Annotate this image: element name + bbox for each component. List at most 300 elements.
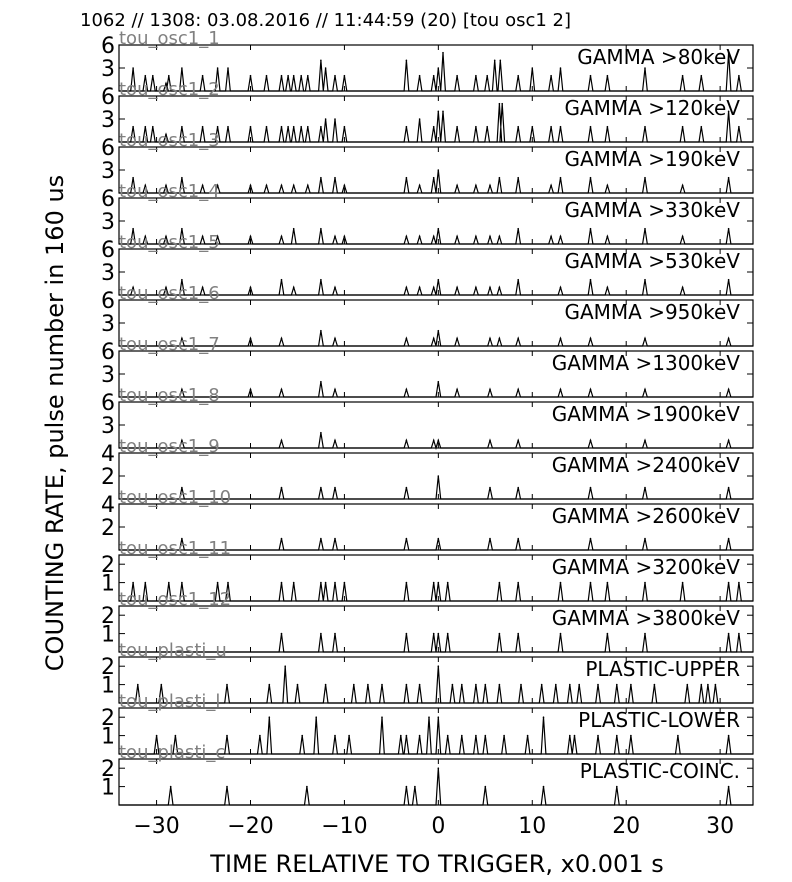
data-point xyxy=(501,103,503,105)
y-tick-label: 3 xyxy=(101,210,115,235)
data-point xyxy=(532,67,534,69)
y-tick-label: 6 xyxy=(101,238,115,263)
y-tick-label: 2 xyxy=(101,757,115,783)
data-point xyxy=(293,287,295,289)
data-point xyxy=(607,236,609,238)
data-point xyxy=(428,716,430,718)
data-point xyxy=(202,75,204,77)
data-point xyxy=(654,684,656,686)
data-point xyxy=(181,177,183,179)
data-point xyxy=(738,633,740,635)
data-point xyxy=(132,582,134,584)
data-point xyxy=(320,432,322,434)
data-point xyxy=(555,684,557,686)
data-point xyxy=(728,786,730,788)
data-point xyxy=(550,236,552,238)
data-point xyxy=(334,338,336,340)
data-point xyxy=(728,228,730,230)
data-point xyxy=(344,185,346,187)
data-point xyxy=(590,228,592,230)
data-point xyxy=(682,126,684,128)
data-point xyxy=(560,177,562,179)
data-point xyxy=(607,633,609,635)
data-point xyxy=(293,582,295,584)
x-tick-label: 20 xyxy=(612,814,641,839)
data-point xyxy=(616,786,618,788)
data-point xyxy=(728,582,730,584)
data-point xyxy=(560,126,562,128)
channel-label: tou_plasti_c xyxy=(119,742,226,763)
data-point xyxy=(293,228,295,230)
data-point xyxy=(517,338,519,340)
data-point xyxy=(438,279,440,281)
y-tick-label: 1 xyxy=(101,571,115,597)
data-point xyxy=(325,67,327,69)
data-point xyxy=(438,582,440,584)
data-point xyxy=(590,75,592,77)
data-point xyxy=(541,684,543,686)
data-point xyxy=(485,735,487,737)
data-point xyxy=(334,735,336,737)
data-point xyxy=(334,118,336,120)
data-point xyxy=(682,287,684,289)
channel-label: tou_osc1_5 xyxy=(119,232,220,253)
data-point xyxy=(419,75,421,77)
channel-label: tou_osc1_2 xyxy=(119,79,220,100)
data-point xyxy=(456,287,458,289)
data-point xyxy=(738,126,740,128)
data-point xyxy=(433,75,435,77)
data-point xyxy=(447,633,449,635)
data-point xyxy=(334,487,336,489)
data-point xyxy=(281,440,283,442)
data-point xyxy=(320,126,322,128)
data-point xyxy=(281,185,283,187)
data-point xyxy=(500,60,502,62)
data-point xyxy=(334,236,336,238)
data-point xyxy=(590,582,592,584)
data-point xyxy=(168,582,170,584)
data-point xyxy=(406,487,408,489)
channel-label: tou_osc1_4 xyxy=(119,181,220,202)
data-point xyxy=(406,582,408,584)
data-point xyxy=(334,287,336,289)
data-point xyxy=(406,684,408,686)
data-point xyxy=(307,185,309,187)
y-tick-label: 6 xyxy=(101,289,115,314)
data-point xyxy=(616,684,618,686)
data-point xyxy=(250,75,252,77)
data-point xyxy=(287,126,289,128)
data-point xyxy=(644,177,646,179)
data-point xyxy=(266,185,268,187)
y-tick-label: 2 xyxy=(101,465,115,490)
data-point xyxy=(499,338,501,340)
channel-label: tou_osc1_12 xyxy=(119,589,232,610)
data-point xyxy=(447,582,449,584)
data-point xyxy=(687,684,689,686)
data-point xyxy=(644,338,646,340)
data-point xyxy=(438,381,440,383)
data-point xyxy=(145,126,147,128)
data-point xyxy=(406,338,408,340)
data-point xyxy=(266,126,268,128)
data-point xyxy=(475,126,477,128)
data-point xyxy=(560,582,562,584)
data-point xyxy=(574,735,576,737)
data-point xyxy=(590,538,592,540)
data-point xyxy=(701,126,703,128)
data-point xyxy=(320,60,322,62)
data-point xyxy=(433,440,435,442)
data-point xyxy=(728,389,730,391)
x-tick-label: 30 xyxy=(706,814,735,839)
y-tick-label: 6 xyxy=(101,340,115,365)
data-point xyxy=(419,118,421,120)
channel-label: tou_osc1_6 xyxy=(119,283,220,304)
data-point xyxy=(489,287,491,289)
panel-title: GAMMA >330keV xyxy=(564,198,740,222)
data-point xyxy=(569,735,571,737)
channel-label: tou_osc1_11 xyxy=(119,538,232,559)
data-point xyxy=(419,287,421,289)
data-point xyxy=(320,279,322,281)
data-point xyxy=(517,487,519,489)
panel-title: GAMMA >2400keV xyxy=(551,453,740,477)
data-point xyxy=(250,338,252,340)
data-point xyxy=(682,236,684,238)
data-point xyxy=(590,440,592,442)
data-point xyxy=(715,684,717,686)
panel-title: GAMMA >3200keV xyxy=(551,555,740,579)
data-point xyxy=(250,185,252,187)
data-point xyxy=(381,716,383,718)
data-point xyxy=(728,735,730,737)
data-point xyxy=(590,177,592,179)
y-tick-label: 6 xyxy=(101,136,115,161)
data-point xyxy=(132,67,134,69)
data-point xyxy=(607,75,609,77)
data-point xyxy=(550,126,552,128)
data-point xyxy=(320,538,322,540)
data-point xyxy=(616,735,618,737)
data-point xyxy=(728,177,730,179)
data-point xyxy=(438,111,440,113)
data-point xyxy=(543,786,545,788)
data-point xyxy=(442,111,444,113)
data-point xyxy=(485,786,487,788)
data-point xyxy=(682,582,684,584)
data-point xyxy=(475,684,477,686)
y-axis-label: COUNTING RATE, pulse number in 160 us xyxy=(41,174,69,672)
data-point xyxy=(406,177,408,179)
data-point xyxy=(161,684,163,686)
data-point xyxy=(406,735,408,737)
data-point xyxy=(560,338,562,340)
data-point xyxy=(728,440,730,442)
data-point xyxy=(728,338,730,340)
data-point xyxy=(499,177,501,179)
data-point xyxy=(461,735,463,737)
data-point xyxy=(456,75,458,77)
data-point xyxy=(456,389,458,391)
data-point xyxy=(406,440,408,442)
data-point xyxy=(281,633,283,635)
data-point xyxy=(452,684,454,686)
data-point xyxy=(560,67,562,69)
channel-label: tou_osc1_7 xyxy=(119,334,220,355)
channel-label: tou_osc1_10 xyxy=(119,487,232,508)
channel-label: tou_osc1_8 xyxy=(119,385,220,406)
data-point xyxy=(181,228,183,230)
data-point xyxy=(590,126,592,128)
data-point xyxy=(630,684,632,686)
data-point xyxy=(320,582,322,584)
data-point xyxy=(438,716,440,718)
data-point xyxy=(320,633,322,635)
data-point xyxy=(590,279,592,281)
y-tick-label: 3 xyxy=(101,57,115,82)
data-point xyxy=(738,75,740,77)
data-point xyxy=(728,279,730,281)
data-point xyxy=(438,440,440,442)
data-point xyxy=(419,684,421,686)
data-point xyxy=(560,236,562,238)
data-point xyxy=(269,684,271,686)
data-point xyxy=(447,735,449,737)
data-point xyxy=(550,75,552,77)
data-point xyxy=(489,487,491,489)
channel-label: tou_osc1_1 xyxy=(119,28,220,49)
panel-title: GAMMA >950keV xyxy=(564,300,740,324)
data-point xyxy=(644,228,646,230)
data-point xyxy=(569,684,571,686)
data-point xyxy=(517,228,519,230)
data-point xyxy=(489,338,491,340)
data-point xyxy=(433,236,435,238)
data-point xyxy=(156,735,158,737)
data-point xyxy=(406,389,408,391)
data-point xyxy=(475,735,477,737)
data-point xyxy=(630,735,632,737)
data-point xyxy=(456,338,458,340)
data-point xyxy=(738,582,740,584)
data-point xyxy=(406,633,408,635)
data-point xyxy=(406,786,408,788)
data-point xyxy=(287,75,289,77)
data-point xyxy=(475,236,477,238)
data-point xyxy=(250,236,252,238)
data-point xyxy=(226,735,228,737)
data-point xyxy=(503,735,505,737)
data-point xyxy=(281,582,283,584)
data-point xyxy=(517,279,519,281)
data-point xyxy=(517,75,519,77)
data-point xyxy=(325,684,327,686)
data-point xyxy=(300,75,302,77)
data-point xyxy=(494,60,496,62)
x-tick-label: 10 xyxy=(518,814,547,839)
data-point xyxy=(644,126,646,128)
data-point xyxy=(152,126,154,128)
data-point xyxy=(728,487,730,489)
data-point xyxy=(438,665,440,667)
panel-title: GAMMA >120keV xyxy=(564,96,740,120)
x-tick-label: −30 xyxy=(133,814,180,839)
data-point xyxy=(707,684,709,686)
data-point xyxy=(181,67,183,69)
data-point xyxy=(517,538,519,540)
y-tick-label: 2 xyxy=(101,553,115,579)
data-point xyxy=(181,582,183,584)
data-point xyxy=(560,287,562,289)
data-point xyxy=(433,582,435,584)
panel-title: GAMMA >530keV xyxy=(564,249,740,273)
data-point xyxy=(438,67,440,69)
data-point xyxy=(320,487,322,489)
data-point xyxy=(320,330,322,332)
data-point xyxy=(281,338,283,340)
data-point xyxy=(499,103,501,105)
data-point xyxy=(644,538,646,540)
y-tick-label: 6 xyxy=(101,34,115,59)
y-tick-label: 2 xyxy=(101,706,115,732)
panel-title: PLASTIC-LOWER xyxy=(578,708,740,732)
data-point xyxy=(682,185,684,187)
channel-label: tou_plasti_u xyxy=(119,640,227,661)
panels xyxy=(101,28,753,805)
data-point xyxy=(293,75,295,77)
y-tick-label: 6 xyxy=(101,391,115,416)
data-point xyxy=(499,684,501,686)
data-point xyxy=(489,440,491,442)
data-point xyxy=(475,185,477,187)
data-point xyxy=(217,582,219,584)
y-tick-label: 1 xyxy=(101,724,115,750)
data-point xyxy=(132,126,134,128)
x-axis-label: TIME RELATIVE TO TRIGGER, x0.001 s xyxy=(210,850,664,878)
data-point xyxy=(301,735,303,737)
data-point xyxy=(344,75,346,77)
data-point xyxy=(517,389,519,391)
data-point xyxy=(315,716,317,718)
data-point xyxy=(485,684,487,686)
y-tick-label: 3 xyxy=(101,312,115,337)
data-point xyxy=(578,684,580,686)
data-point xyxy=(438,169,440,171)
y-tick-label: 4 xyxy=(101,442,115,467)
data-point xyxy=(181,126,183,128)
panel-title: GAMMA >1300keV xyxy=(551,351,740,375)
data-point xyxy=(499,287,501,289)
data-point xyxy=(226,786,228,788)
data-point xyxy=(499,633,501,635)
data-point xyxy=(499,582,501,584)
y-tick-label: 3 xyxy=(101,363,115,388)
x-tick-labels xyxy=(133,814,734,839)
data-point xyxy=(132,228,134,230)
data-point xyxy=(170,786,172,788)
channel-label: tou_osc1_9 xyxy=(119,436,220,457)
data-point xyxy=(677,735,679,737)
data-point xyxy=(281,538,283,540)
data-point xyxy=(456,126,458,128)
data-point xyxy=(406,60,408,62)
data-point xyxy=(527,735,529,737)
panel-title: GAMMA >1900keV xyxy=(551,402,740,426)
y-tick-label: 6 xyxy=(101,187,115,212)
panel-title: GAMMA >190keV xyxy=(564,147,740,171)
data-point xyxy=(438,538,440,540)
data-point xyxy=(367,684,369,686)
data-point xyxy=(499,236,501,238)
data-point xyxy=(217,67,219,69)
data-point xyxy=(281,389,283,391)
data-point xyxy=(281,126,283,128)
data-point xyxy=(419,185,421,187)
data-point xyxy=(145,582,147,584)
data-point xyxy=(543,716,545,718)
data-point xyxy=(320,177,322,179)
data-point xyxy=(259,735,261,737)
data-point xyxy=(334,582,336,584)
data-point xyxy=(433,633,435,635)
data-point xyxy=(181,279,183,281)
data-point xyxy=(281,236,283,238)
data-point xyxy=(532,126,534,128)
data-point xyxy=(517,633,519,635)
channel-label: tou_plasti_l xyxy=(119,691,221,712)
data-point xyxy=(644,440,646,442)
data-point xyxy=(475,75,477,77)
data-point xyxy=(227,67,229,69)
y-tick-label: 3 xyxy=(101,108,115,133)
data-point xyxy=(597,684,599,686)
data-point xyxy=(597,735,599,737)
data-point xyxy=(550,185,552,187)
data-point xyxy=(560,633,562,635)
y-tick-label: 2 xyxy=(101,655,115,681)
data-point xyxy=(344,126,346,128)
data-point xyxy=(297,684,299,686)
data-point xyxy=(307,75,309,77)
data-point xyxy=(145,75,147,77)
data-point xyxy=(320,228,322,230)
data-point xyxy=(334,177,336,179)
data-point xyxy=(400,735,402,737)
data-point xyxy=(307,126,309,128)
data-point xyxy=(438,330,440,332)
y-tick-label: 3 xyxy=(101,414,115,439)
x-tick-label: −10 xyxy=(321,814,368,839)
data-point xyxy=(320,381,322,383)
data-point xyxy=(132,177,134,179)
y-tick-label: 1 xyxy=(101,673,115,699)
data-point xyxy=(300,126,302,128)
data-point xyxy=(334,538,336,540)
data-point xyxy=(227,582,229,584)
data-point xyxy=(517,126,519,128)
data-point xyxy=(227,126,229,128)
data-point xyxy=(489,236,491,238)
data-point xyxy=(644,633,646,635)
data-point xyxy=(607,582,609,584)
data-point xyxy=(293,185,295,187)
data-point xyxy=(325,118,327,120)
data-point xyxy=(442,52,444,54)
data-point xyxy=(250,287,252,289)
data-point xyxy=(353,684,355,686)
